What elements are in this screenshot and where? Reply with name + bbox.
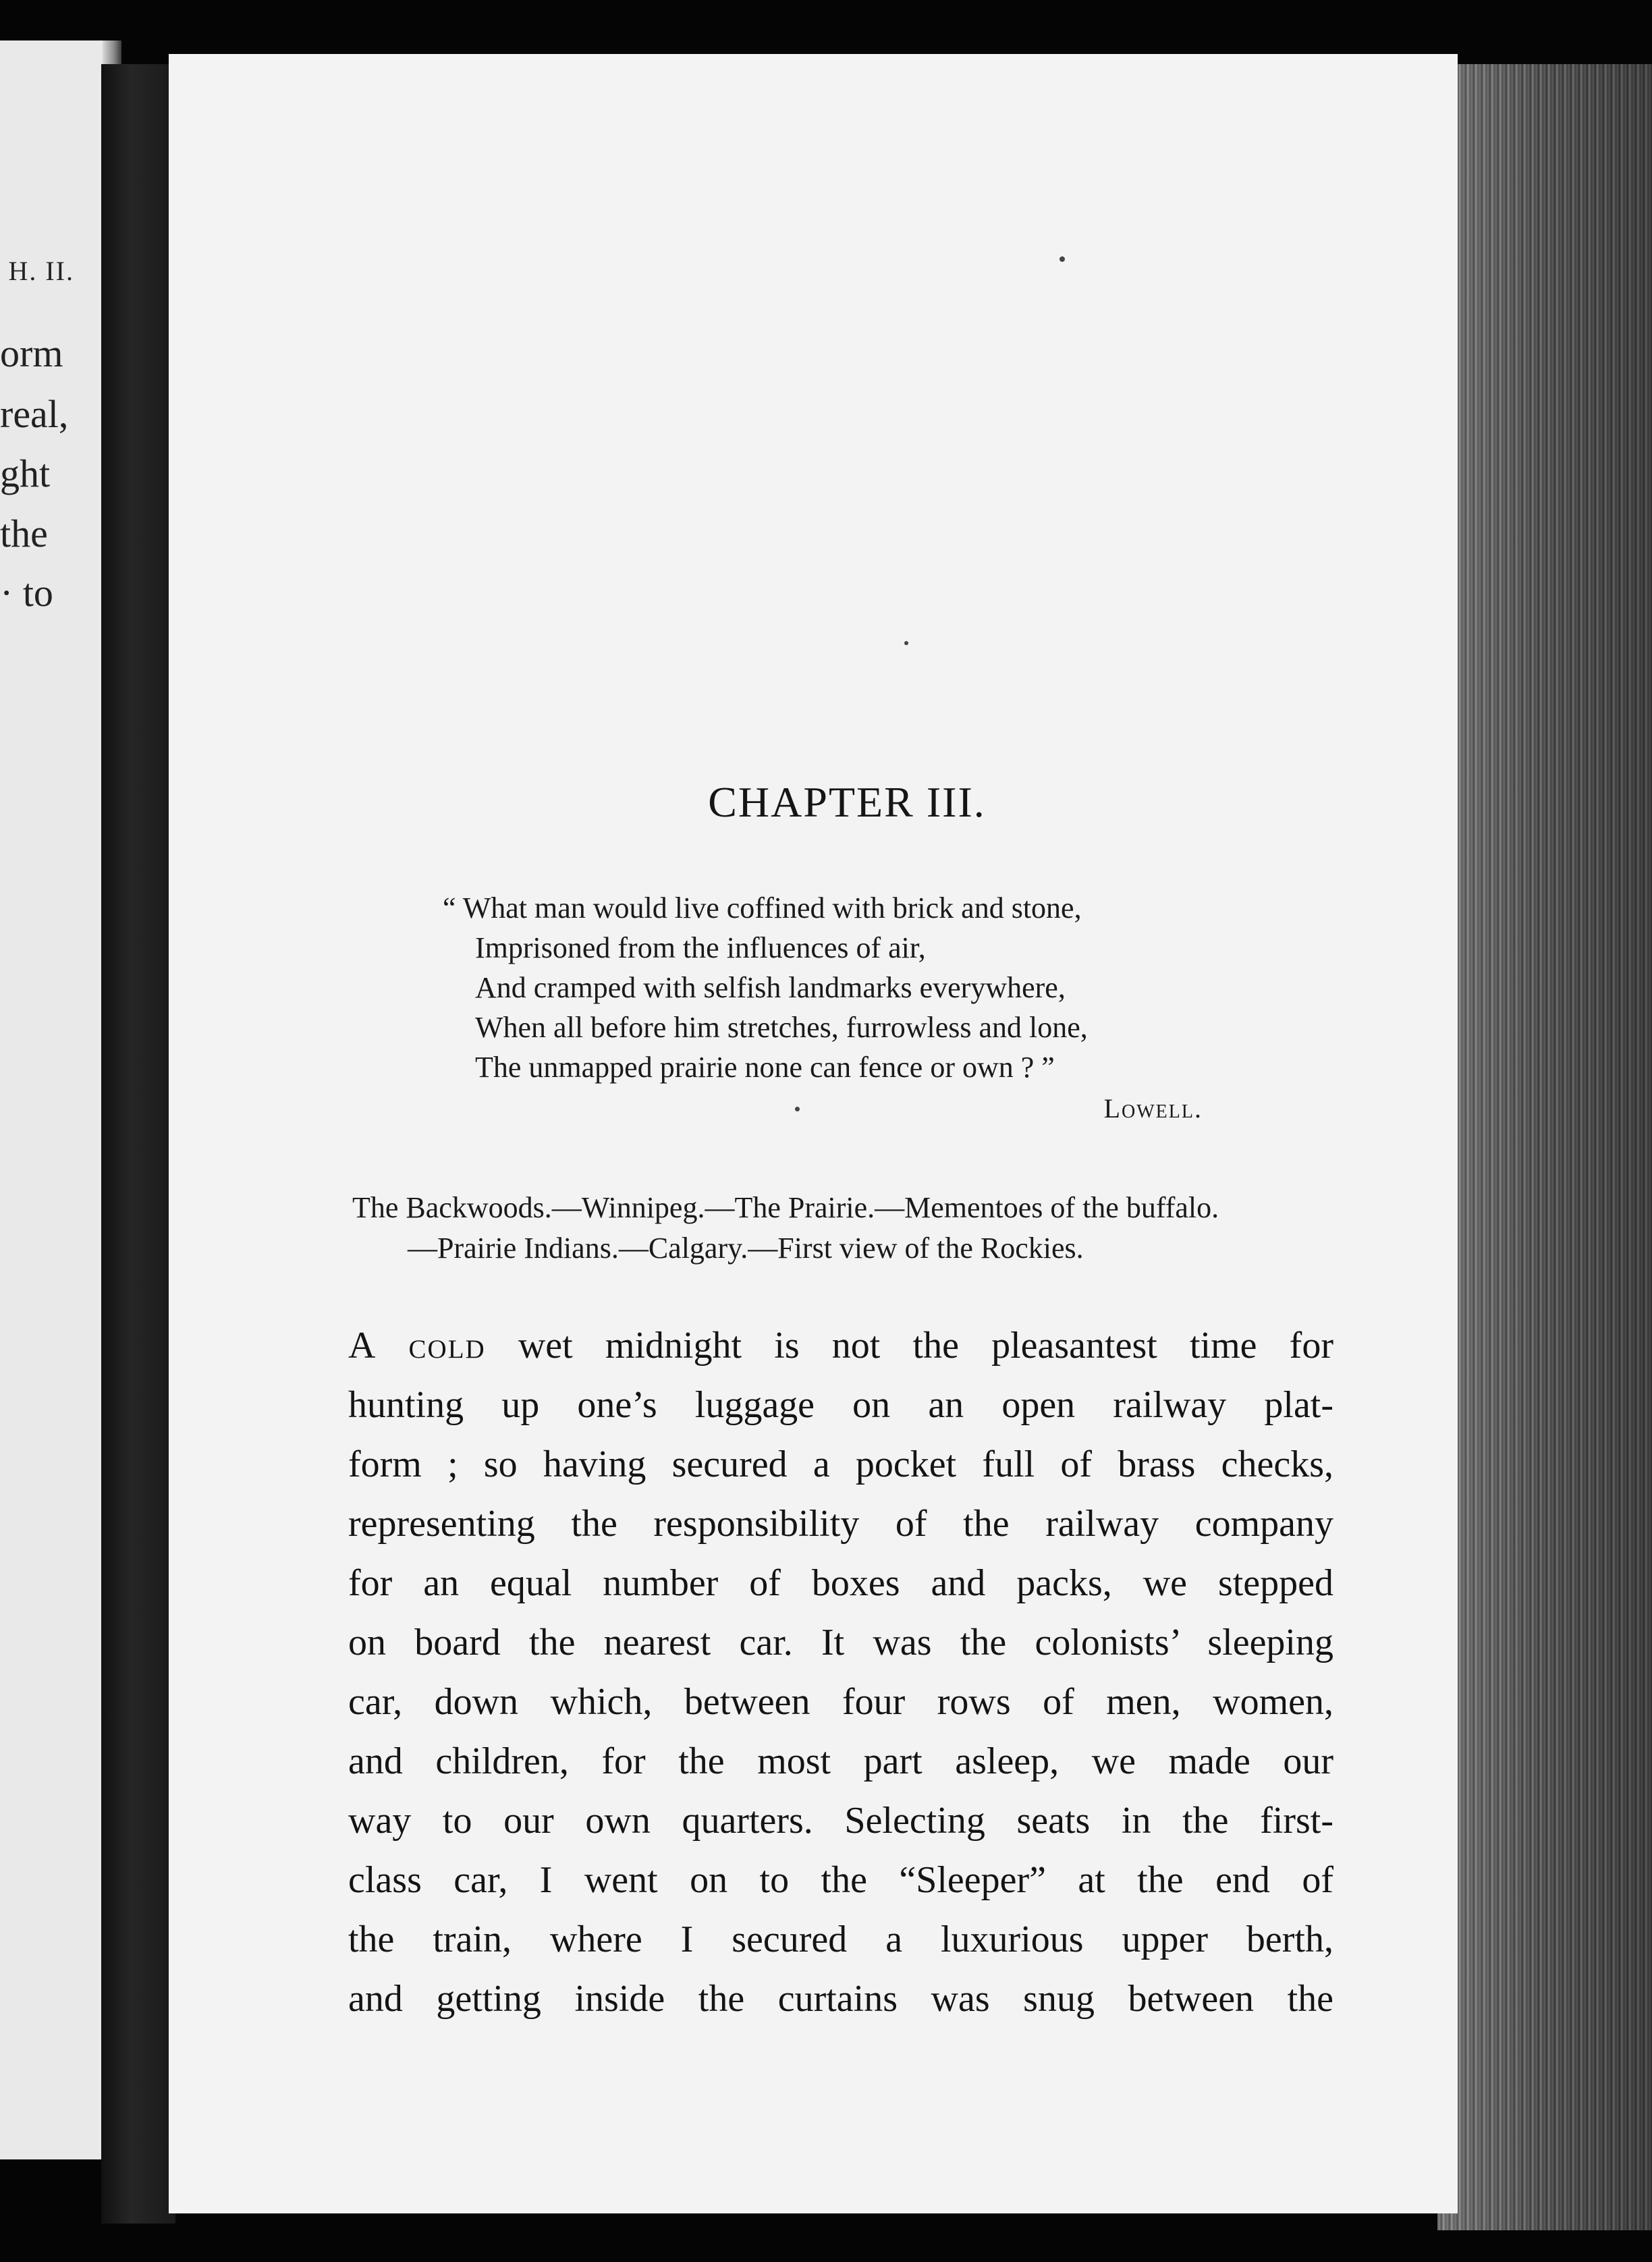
body-line: form ; so having secured a pocket full of brass checks, [348,1443,1333,1485]
paper-speck [904,641,908,645]
epigraph-line: The unmapped prairie none can fence or own ? ” [475,1051,1055,1084]
body-line: and getting inside the curtains was snug between the [348,1978,1333,2020]
left-page-line-fragment: real, [0,392,69,436]
main-page [169,54,1458,2213]
body-line [348,1316,1333,1375]
chapter-title: CHAPTER III. [708,778,986,826]
synopsis-line: —Prairie Indians.—Calgary.—First view of the Rockies. [408,1232,1084,1265]
epigraph-attribution: Lowell. [1103,1093,1203,1124]
opening-small-caps: A cold [348,1325,486,1367]
body-line: hunting up one’s luggage on an open railway plat- [348,1384,1333,1426]
left-page-running-head: H. II. [8,256,74,286]
epigraph-line: Imprisoned from the influences of air, [475,931,926,964]
chapter-synopsis [352,1188,1338,1269]
page-fore-edge-stack [1437,64,1652,2230]
body-line: the train, where I secured a luxurious upper berth, [348,1919,1333,1960]
left-page-line-fragment: the [0,512,48,555]
epigraph [433,888,1209,1128]
body-line: on board the nearest car. It was the colonists’ sleeping [348,1622,1333,1663]
body-line: car, down which, between four rows of men, women, [348,1681,1333,1723]
epigraph-line: “ What man would live coffined with brick and stone, [443,891,1082,925]
body-line: way to our own quarters. Selecting seats in the first- [348,1800,1333,1842]
book-spine-shadow [101,64,175,2224]
body-line: for an equal number of boxes and packs, we stepped [348,1562,1333,1604]
body-line-text: wet midnight is not the pleasantest time for [485,1325,1333,1367]
left-page-line-fragment: orm [0,331,63,375]
epigraph-line: When all before him stretches, furrowless and lone, [475,1011,1088,1044]
body-paragraph [348,1316,1333,2029]
left-page-line-fragment: · to [0,571,53,615]
left-page-line-fragment: ght [0,451,51,495]
body-line: class car, I went on to the “Sleeper” at the end of [348,1859,1333,1901]
epigraph-line: And cramped with selfish landmarks everywhere, [475,971,1066,1004]
body-line: representing the responsibility of the railway company [348,1503,1333,1545]
body-line: and children, for the most part asleep, we made our [348,1740,1333,1782]
paper-speck [1059,256,1065,262]
synopsis-line: The Backwoods.—Winnipeg.—The Prairie.—Mementoes of the buffalo. [352,1191,1219,1224]
